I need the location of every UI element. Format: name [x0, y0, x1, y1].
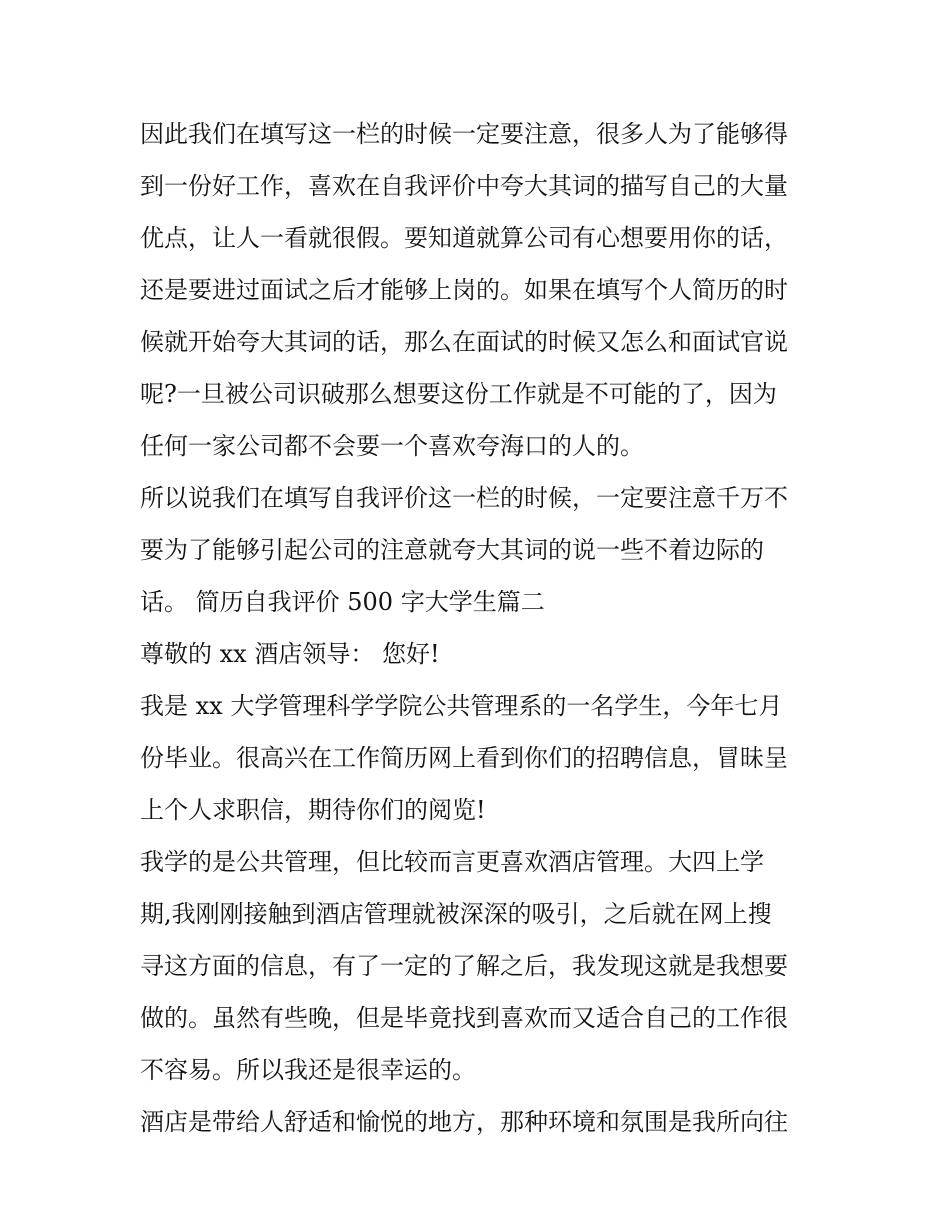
text-line: 酒店是带给人舒适和愉悦的地方，那种环境和氛围是我所向往 — [140, 1108, 788, 1136]
text-line: 优点，让人一看就很假。要知道就算公司有心想要用你的话， — [140, 224, 788, 252]
text-line: 期,我刚刚接触到酒店管理就被深深的吸引，之后就在网上搜 — [140, 900, 772, 928]
text-line: 尊敬的 xx 酒店领导： 您好! — [140, 640, 440, 668]
text-line: 份毕业。很高兴在工作简历网上看到你们的招聘信息，冒昧呈 — [140, 744, 788, 772]
text-line: 寻这方面的信息，有了一定的了解之后，我发现这就是我想要 — [140, 952, 788, 980]
text-line: 因此我们在填写这一栏的时候一定要注意，很多人为了能够得 — [140, 120, 788, 148]
text-line: 上个人求职信，期待你们的阅览! — [140, 796, 486, 824]
text-line: 话。 简历自我评价 500 字大学生篇二 — [140, 588, 545, 616]
text-line: 所以说我们在填写自我评价这一栏的时候，一定要注意千万不 — [140, 484, 788, 512]
text-line: 到一份好工作，喜欢在自我评价中夸大其词的描写自己的大量 — [140, 172, 788, 200]
text-line: 做的。虽然有些晚，但是毕竟找到喜欢而又适合自己的工作很 — [140, 1004, 788, 1032]
document-body — [140, 108, 820, 1148]
text-line: 候就开始夸大其词的话，那么在面试的时候又怎么和面试官说 — [140, 328, 788, 356]
text-line: 任何一家公司都不会要一个喜欢夸海口的人的。 — [140, 432, 644, 460]
text-line: 呢?一旦被公司识破那么想要这份工作就是不可能的了，因为 — [140, 380, 777, 408]
text-line: 还是要进过面试之后才能够上岗的。如果在填写个人简历的时 — [140, 276, 788, 304]
text-line: 要为了能够引起公司的注意就夸大其词的说一些不着边际的 — [140, 536, 764, 564]
text-line: 我学的是公共管理，但比较而言更喜欢酒店管理。大四上学 — [140, 848, 764, 876]
text-line: 不容易。所以我还是很幸运的。 — [140, 1056, 476, 1084]
text-line: 我是 xx 大学管理科学学院公共管理系的一名学生，今年七月 — [140, 692, 783, 720]
